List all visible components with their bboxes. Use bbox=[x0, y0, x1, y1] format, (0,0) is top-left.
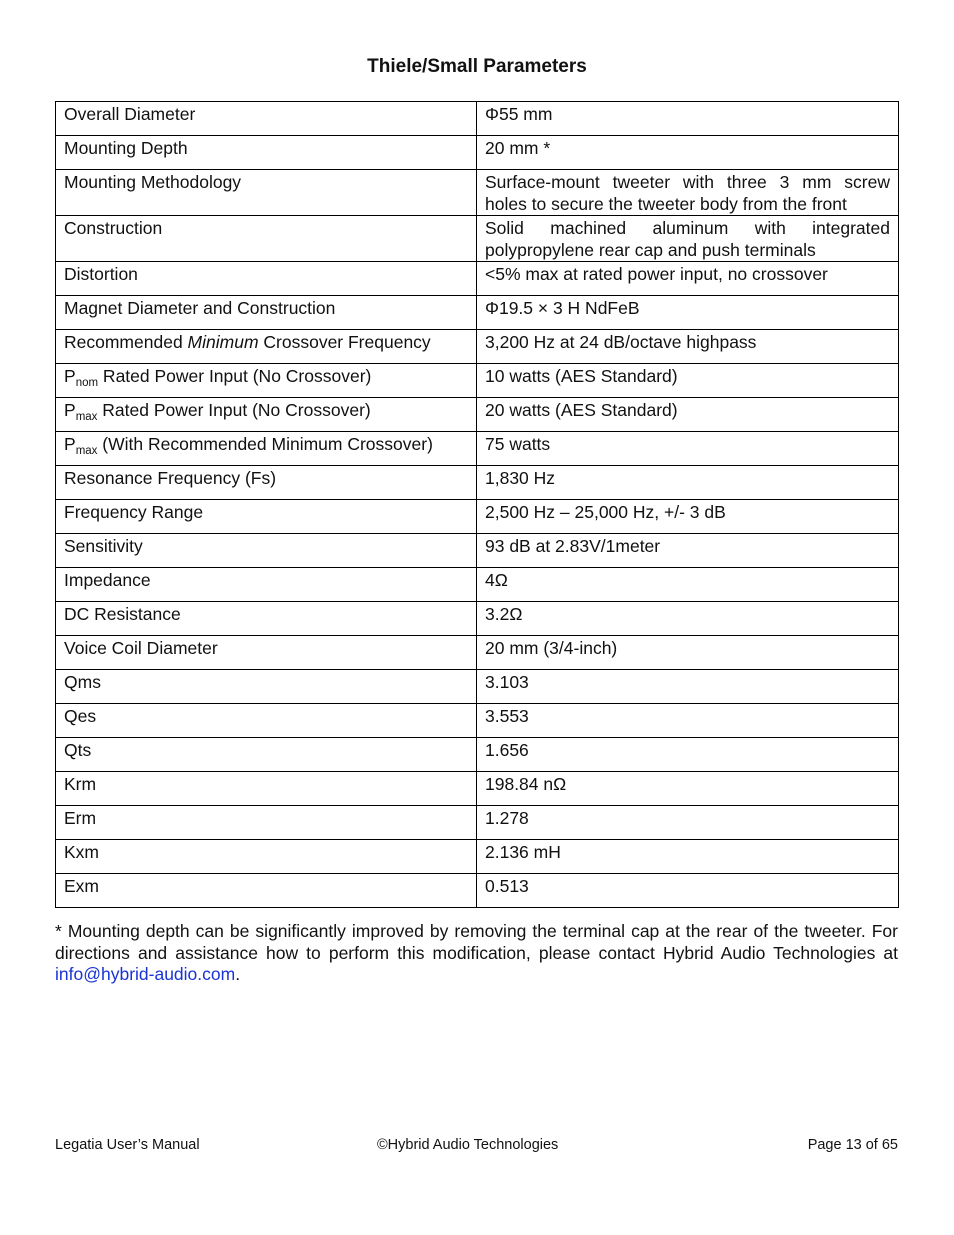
param-name bbox=[56, 398, 477, 432]
footnote-end: . bbox=[235, 964, 241, 984]
param-name: Resonance Frequency (Fs) bbox=[56, 466, 477, 500]
param-name: Qms bbox=[56, 670, 477, 704]
page-footer bbox=[55, 1137, 898, 1157]
table-row bbox=[56, 102, 899, 136]
param-symbol: P bbox=[64, 366, 76, 386]
table-row bbox=[56, 534, 899, 568]
email-link[interactable]: info@hybrid-audio.com bbox=[55, 964, 236, 984]
param-subscript: nom bbox=[75, 377, 99, 389]
table-row bbox=[56, 670, 899, 704]
table-row bbox=[56, 568, 899, 602]
param-value: <5% max at rated power input, no crossover bbox=[477, 262, 899, 296]
param-name: Mounting Methodology bbox=[56, 170, 477, 216]
param-value: 0.513 bbox=[477, 874, 899, 908]
table-row bbox=[56, 806, 899, 840]
param-value: 198.84 nΩ bbox=[477, 772, 899, 806]
param-name: Overall Diameter bbox=[56, 102, 477, 136]
param-name: Sensitivity bbox=[56, 534, 477, 568]
table-row bbox=[56, 432, 899, 466]
param-name: Krm bbox=[56, 772, 477, 806]
param-value: 2,500 Hz – 25,000 Hz, +/- 3 dB bbox=[477, 500, 899, 534]
param-symbol: P bbox=[64, 400, 76, 420]
param-subscript: max bbox=[75, 411, 98, 423]
param-value-line: holes to secure the tweeter body from the front bbox=[485, 193, 847, 214]
param-value: 1.656 bbox=[477, 738, 899, 772]
param-name-emphasis: Minimum bbox=[187, 332, 259, 352]
param-name: Erm bbox=[56, 806, 477, 840]
param-symbol: P bbox=[64, 434, 76, 454]
param-name: Distortion bbox=[56, 262, 477, 296]
footer-manual-title: Legatia User’s Manual bbox=[55, 1137, 200, 1153]
param-name: Frequency Range bbox=[56, 500, 477, 534]
param-name-text: (With Recommended Minimum Crossover) bbox=[97, 434, 433, 454]
param-value: 20 mm (3/4-inch) bbox=[477, 636, 899, 670]
param-name: Kxm bbox=[56, 840, 477, 874]
param-value: 2.136 mH bbox=[477, 840, 899, 874]
param-name: Voice Coil Diameter bbox=[56, 636, 477, 670]
param-value: 20 mm * bbox=[477, 136, 899, 170]
table-row bbox=[56, 772, 899, 806]
table-row bbox=[56, 136, 899, 170]
footnote bbox=[55, 921, 898, 986]
table-row bbox=[56, 398, 899, 432]
param-value: 3.553 bbox=[477, 704, 899, 738]
param-name: Qes bbox=[56, 704, 477, 738]
param-value: 75 watts bbox=[477, 432, 899, 466]
footer-copyright: ©Hybrid Audio Technologies bbox=[377, 1137, 559, 1153]
param-name: Qts bbox=[56, 738, 477, 772]
param-value-line: Solid machined aluminum with integrated bbox=[485, 218, 890, 238]
param-name-text: Rated Power Input (No Crossover) bbox=[98, 366, 372, 386]
param-name: Impedance bbox=[56, 568, 477, 602]
param-subscript: max bbox=[75, 445, 98, 457]
param-value: Φ19.5 × 3 H NdFeB bbox=[477, 296, 899, 330]
table-row bbox=[56, 170, 899, 216]
param-value: 4Ω bbox=[477, 568, 899, 602]
table-row bbox=[56, 262, 899, 296]
param-value: 1.278 bbox=[477, 806, 899, 840]
param-value: 10 watts (AES Standard) bbox=[477, 364, 899, 398]
table-row bbox=[56, 466, 899, 500]
table-row bbox=[56, 602, 899, 636]
param-name: DC Resistance bbox=[56, 602, 477, 636]
table-row bbox=[56, 296, 899, 330]
table-row bbox=[56, 840, 899, 874]
param-name-text: Rated Power Input (No Crossover) bbox=[97, 400, 371, 420]
param-name: Construction bbox=[56, 216, 477, 262]
table-row bbox=[56, 704, 899, 738]
param-value bbox=[477, 216, 899, 262]
table-row bbox=[56, 330, 899, 364]
param-name: Magnet Diameter and Construction bbox=[56, 296, 477, 330]
param-value-line: Surface-mount tweeter with three 3 mm screw bbox=[485, 172, 890, 192]
parameters-table bbox=[55, 101, 899, 908]
param-value bbox=[477, 170, 899, 216]
table-row bbox=[56, 364, 899, 398]
param-name-text: Recommended bbox=[64, 332, 188, 352]
table-row bbox=[56, 874, 899, 908]
param-value: 93 dB at 2.83V/1meter bbox=[477, 534, 899, 568]
param-value: 3.103 bbox=[477, 670, 899, 704]
table-row bbox=[56, 738, 899, 772]
table-row bbox=[56, 636, 899, 670]
param-value: Φ55 mm bbox=[477, 102, 899, 136]
param-name: Exm bbox=[56, 874, 477, 908]
param-value: 3,200 Hz at 24 dB/octave highpass bbox=[477, 330, 899, 364]
param-name: Mounting Depth bbox=[56, 136, 477, 170]
footnote-text: * Mounting depth can be significantly improved by removing the terminal cap at the rear of the tweeter. For directions and assistance how to perform this modification, please contact Hybrid Audio Technologies at bbox=[55, 921, 898, 963]
param-name-text: Crossover Frequency bbox=[258, 332, 431, 352]
page-title: Thiele/Small Parameters bbox=[367, 56, 587, 77]
param-value: 3.2Ω bbox=[477, 602, 899, 636]
param-name bbox=[56, 330, 477, 364]
param-value: 20 watts (AES Standard) bbox=[477, 398, 899, 432]
param-name bbox=[56, 364, 477, 398]
table-row bbox=[56, 216, 899, 262]
param-value: 1,830 Hz bbox=[477, 466, 899, 500]
param-value-line: polypropylene rear cap and push terminals bbox=[485, 239, 816, 260]
table-row bbox=[56, 500, 899, 534]
footer-page-number: Page 13 of 65 bbox=[807, 1137, 898, 1153]
param-name bbox=[56, 432, 477, 466]
